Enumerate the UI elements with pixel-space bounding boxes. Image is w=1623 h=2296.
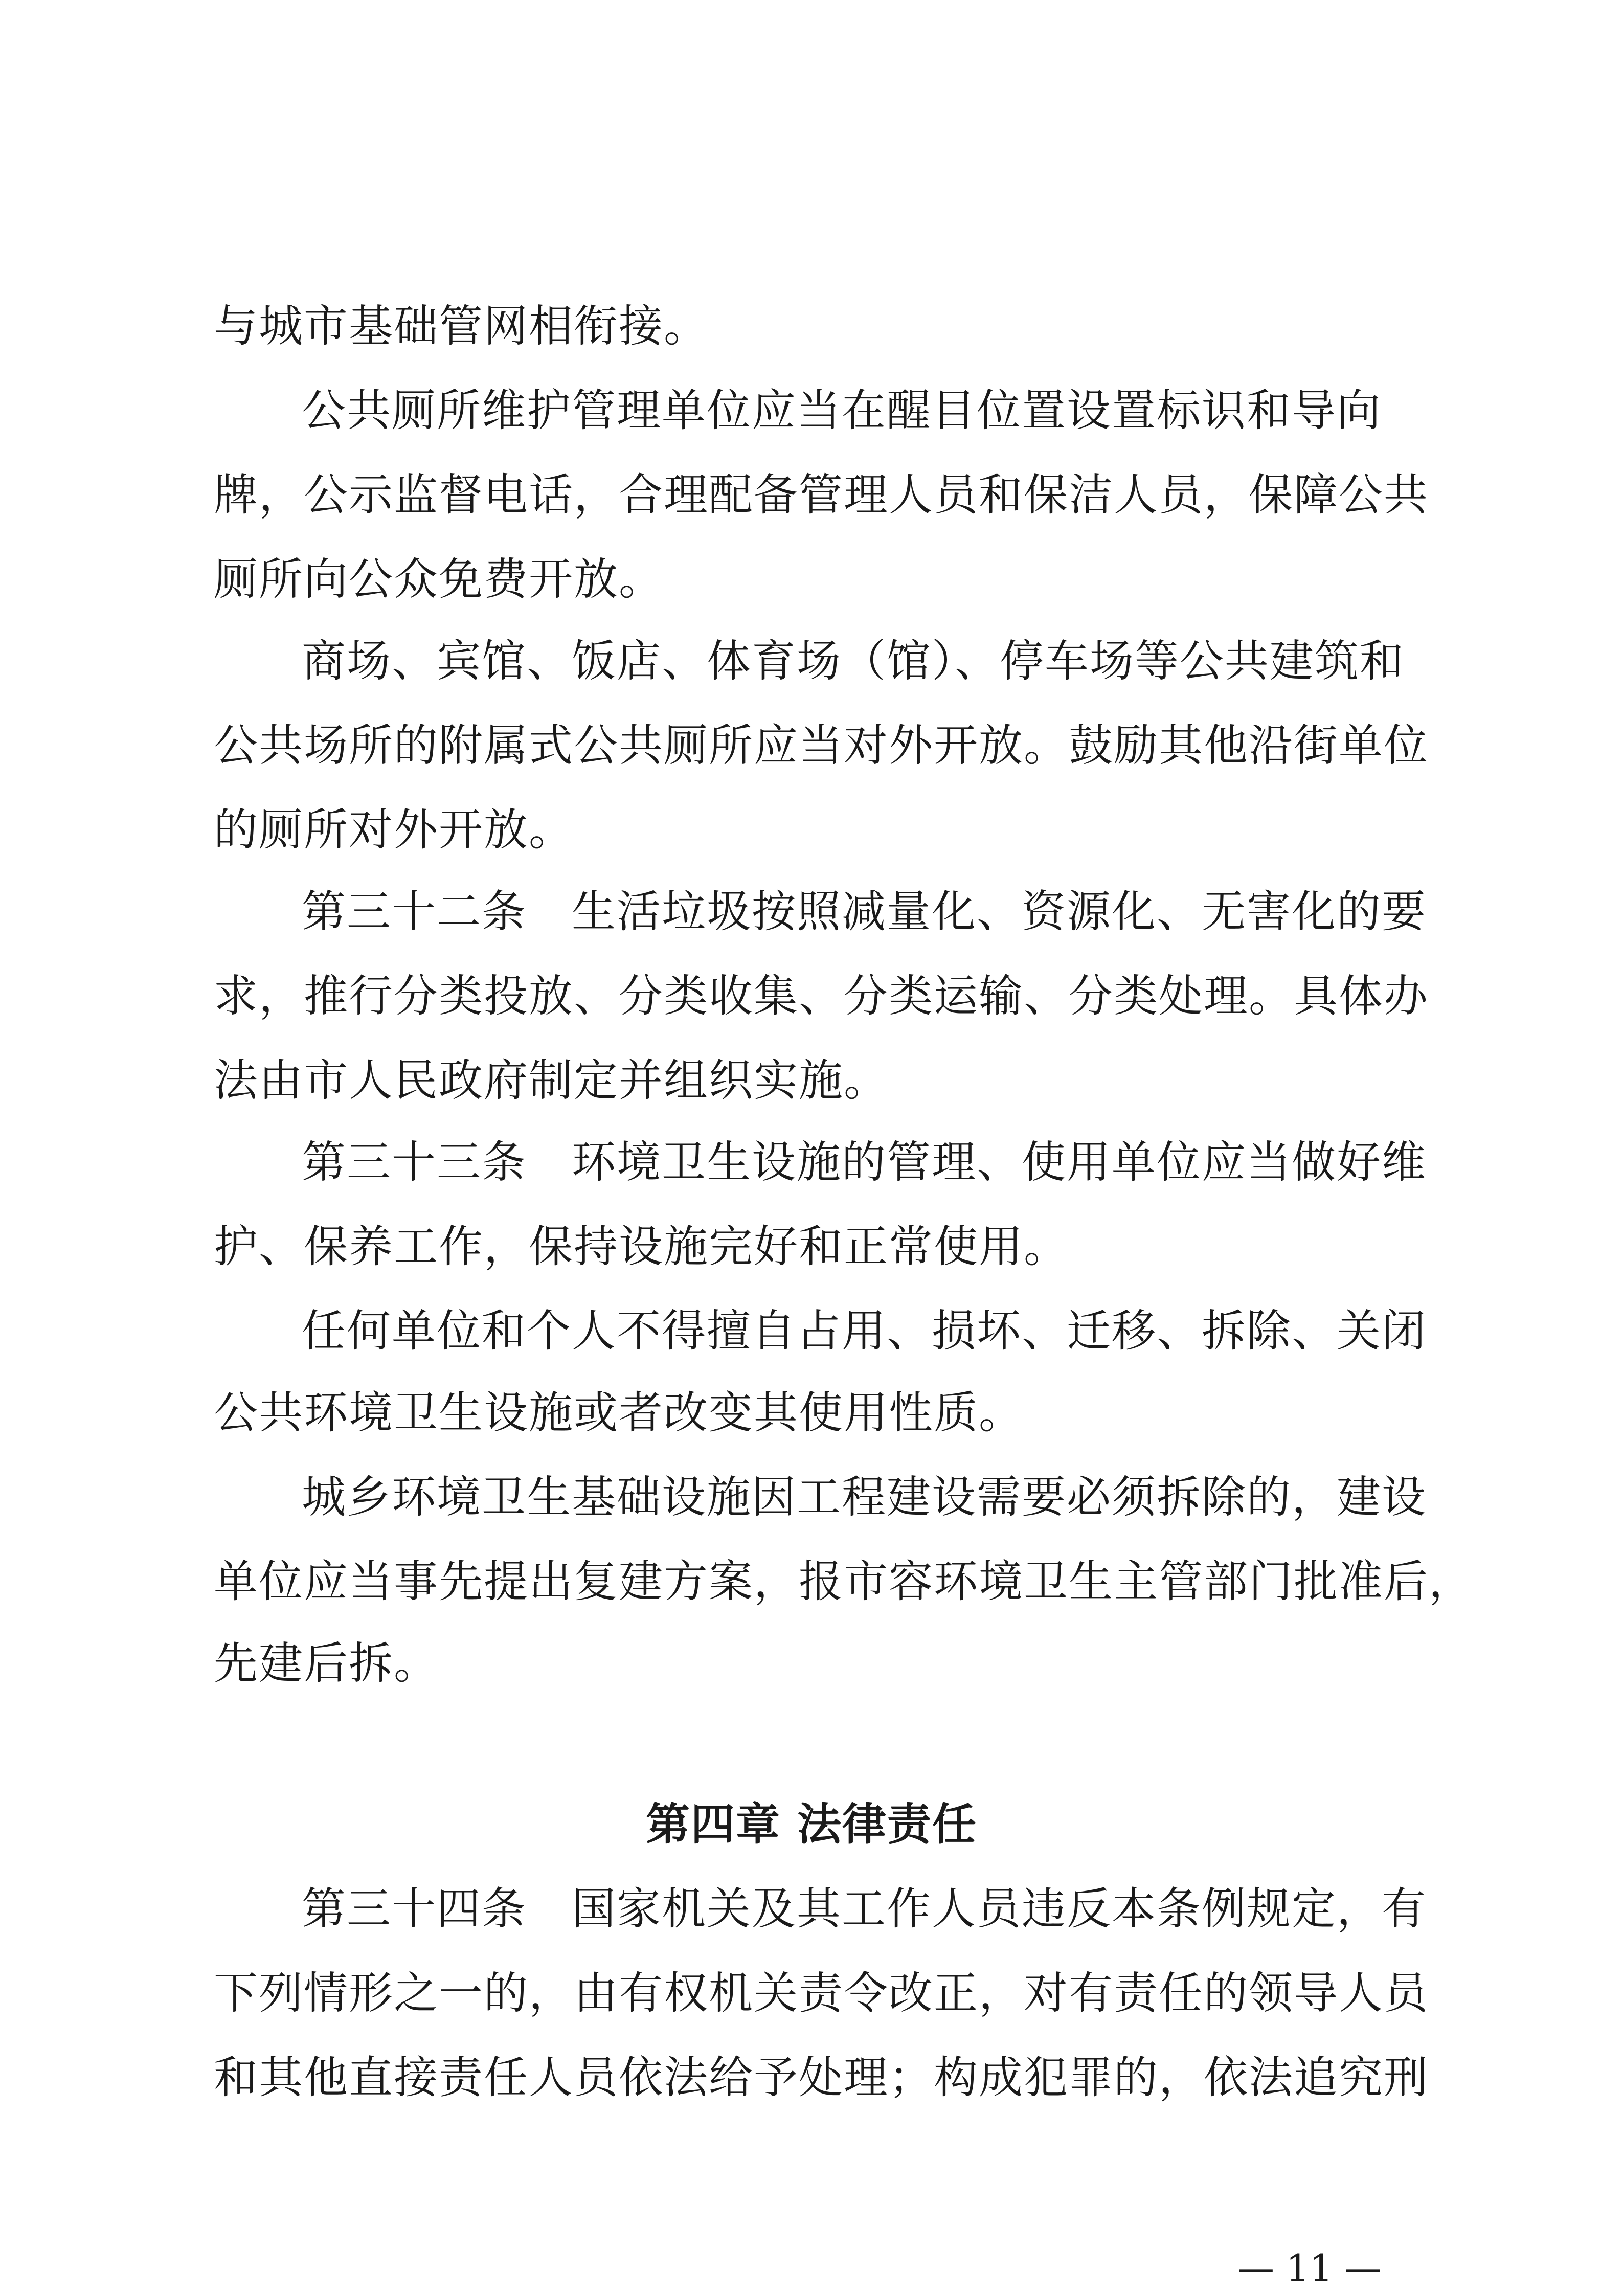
paragraph-start-line: 公共厕所维护管理单位应当在醒目位置设置标识和导向 xyxy=(302,385,1382,436)
text-line: 单位应当事先提出复建方案，报市容环境卫生主管部门批准后， xyxy=(214,1556,1474,1607)
paragraph-start-line: 城乡环境卫生基础设施因工程建设需要必须拆除的，建设 xyxy=(302,1472,1427,1523)
paragraph-start-line: 任何单位和个人不得擅自占用、损坏、迁移、拆除、关闭 xyxy=(302,1305,1427,1357)
text-line: 下列情形之一的，由有权机关责令改正，对有责任的领导人员 xyxy=(214,1968,1429,2019)
text-line: 和其他直接责任人员依法给予处理；构成犯罪的，依法追究刑 xyxy=(214,2052,1429,2103)
article-32-line: 第三十二条 生活垃圾按照减量化、资源化、无害化的要 xyxy=(302,886,1427,937)
text-line: 先建后拆。 xyxy=(214,1638,439,1689)
text-line: 牌，公示监督电话，合理配备管理人员和保洁人员，保障公共 xyxy=(214,469,1429,521)
chapter-heading: 第四章 法律责任 xyxy=(646,1799,977,1850)
text-line: 法由市人民政府制定并组织实施。 xyxy=(214,1055,889,1106)
text-line: 求，推行分类投放、分类收集、分类运输、分类处理。具体办 xyxy=(214,971,1429,1022)
paragraph-start-line: 商场、宾馆、饭店、体育场（馆）、停车场等公共建筑和 xyxy=(302,636,1405,687)
text-line: 公共场所的附属式公共厕所应当对外开放。鼓励其他沿街单位 xyxy=(214,720,1429,771)
article-33-line: 第三十三条 环境卫生设施的管理、使用单位应当做好维 xyxy=(302,1137,1427,1188)
text-line: 护、保养工作，保持设施完好和正常使用。 xyxy=(214,1221,1069,1272)
text-line: 与城市基础管网相衔接。 xyxy=(214,301,709,352)
text-line: 公共环境卫生设施或者改变其使用性质。 xyxy=(214,1387,1024,1438)
article-34-line: 第三十四条 国家机关及其工作人员违反本条例规定，有 xyxy=(302,1883,1427,1934)
text-line: 的厕所对外开放。 xyxy=(214,804,574,856)
text-line: 厕所向公众免费开放。 xyxy=(214,554,664,605)
page-number: — 11 — xyxy=(1237,2246,1382,2289)
